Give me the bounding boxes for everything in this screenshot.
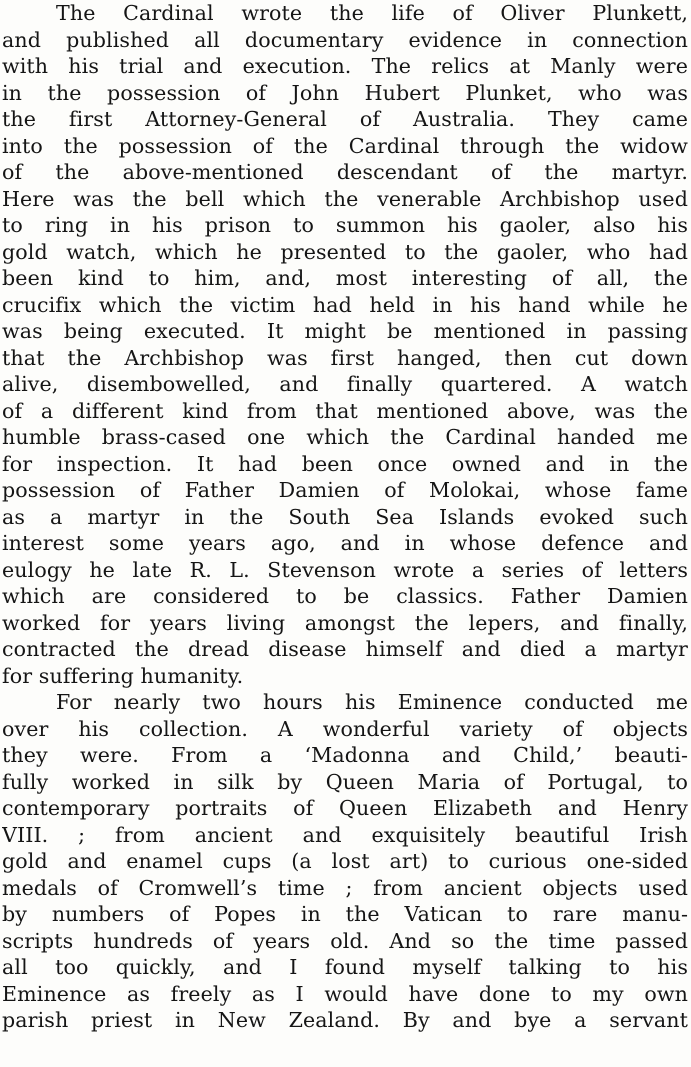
text-line: VIII. ; from ancient and exquisitely beautiful Irish	[2, 822, 688, 847]
body-text	[2, 0, 688, 1034]
text-line: interest some years ago, and in whose defence and	[2, 531, 688, 555]
text-line: worked for years living amongst the lepers, and finally,	[2, 610, 688, 635]
text-line: all too quickly, and I found myself talking to his	[2, 955, 688, 979]
text-line: in the possession of John Hubert Plunket, who was	[2, 80, 688, 105]
text-line: of the above-mentioned descendant of the martyr.	[2, 160, 688, 184]
text-line: medals of Cromwell’s time ; from ancient objects used	[2, 875, 688, 900]
text-line: for inspection. It had been once owned and in the	[2, 451, 688, 476]
paragraph-eminence-collection	[2, 689, 688, 1034]
text-line: that the Archbishop was first hanged, then cut down	[2, 345, 688, 370]
text-line: and published all documentary evidence in connection	[2, 27, 688, 52]
text-line: contemporary portraits of Queen Elizabeth and Henry	[2, 796, 688, 820]
text-line: crucifix which the victim had held in his hand while he	[2, 292, 688, 317]
text-line: gold watch, which he presented to the gaoler, who had	[2, 239, 688, 264]
text-line: The Cardinal wrote the life of Oliver Plunkett,	[56, 1, 688, 25]
text-line: for suffering humanity.	[2, 663, 244, 688]
text-line: eulogy he late R. L. Stevenson wrote a series of letters	[2, 557, 688, 582]
text-line: For nearly two hours his Eminence conducted me	[56, 690, 688, 714]
text-line: they were. From a ‘Madonna and Child,’ beauti-	[2, 743, 688, 767]
text-line: fully worked in silk by Queen Maria of Portugal, to	[2, 769, 688, 794]
text-line: the first Attorney-General of Australia. They came	[2, 107, 688, 131]
text-line: to ring in his prison to summon his gaoler, also his	[2, 213, 688, 237]
text-line: with his trial and execution. The relics at Manly were	[2, 54, 688, 78]
text-line: contracted the dread disease himself and died a martyr	[2, 637, 688, 661]
text-line: been kind to him, and, most interesting of all, the	[2, 266, 688, 290]
text-line: which are considered to be classics. Father Damien	[2, 584, 688, 608]
text-line: alive, disembowelled, and finally quartered. A watch	[2, 372, 688, 396]
paragraph-cardinal-relics	[2, 0, 688, 689]
text-line: over his collection. A wonderful variety of objects	[2, 716, 688, 741]
text-line: was being executed. It might be mentioned in passing	[2, 319, 688, 343]
text-line: into the possession of the Cardinal through the widow	[2, 133, 688, 158]
text-line: gold and enamel cups (a lost art) to curious one-sided	[2, 849, 688, 873]
text-line: possession of Father Damien of Molokai, whose fame	[2, 478, 688, 502]
text-line: as a martyr in the South Sea Islands evoked such	[2, 504, 688, 529]
text-line: Eminence as freely as I would have done to my own	[2, 981, 688, 1006]
text-line: by numbers of Popes in the Vatican to rare manu-	[2, 902, 688, 926]
text-line: of a different kind from that mentioned above, was the	[2, 398, 688, 423]
text-line: humble brass-cased one which the Cardinal handed me	[2, 425, 688, 449]
text-line: Here was the bell which the venerable Archbishop used	[2, 186, 688, 211]
text-line: scripts hundreds of years old. And so the time passed	[2, 928, 688, 953]
text-line: parish priest in New Zealand. By and bye a servant	[2, 1008, 688, 1032]
